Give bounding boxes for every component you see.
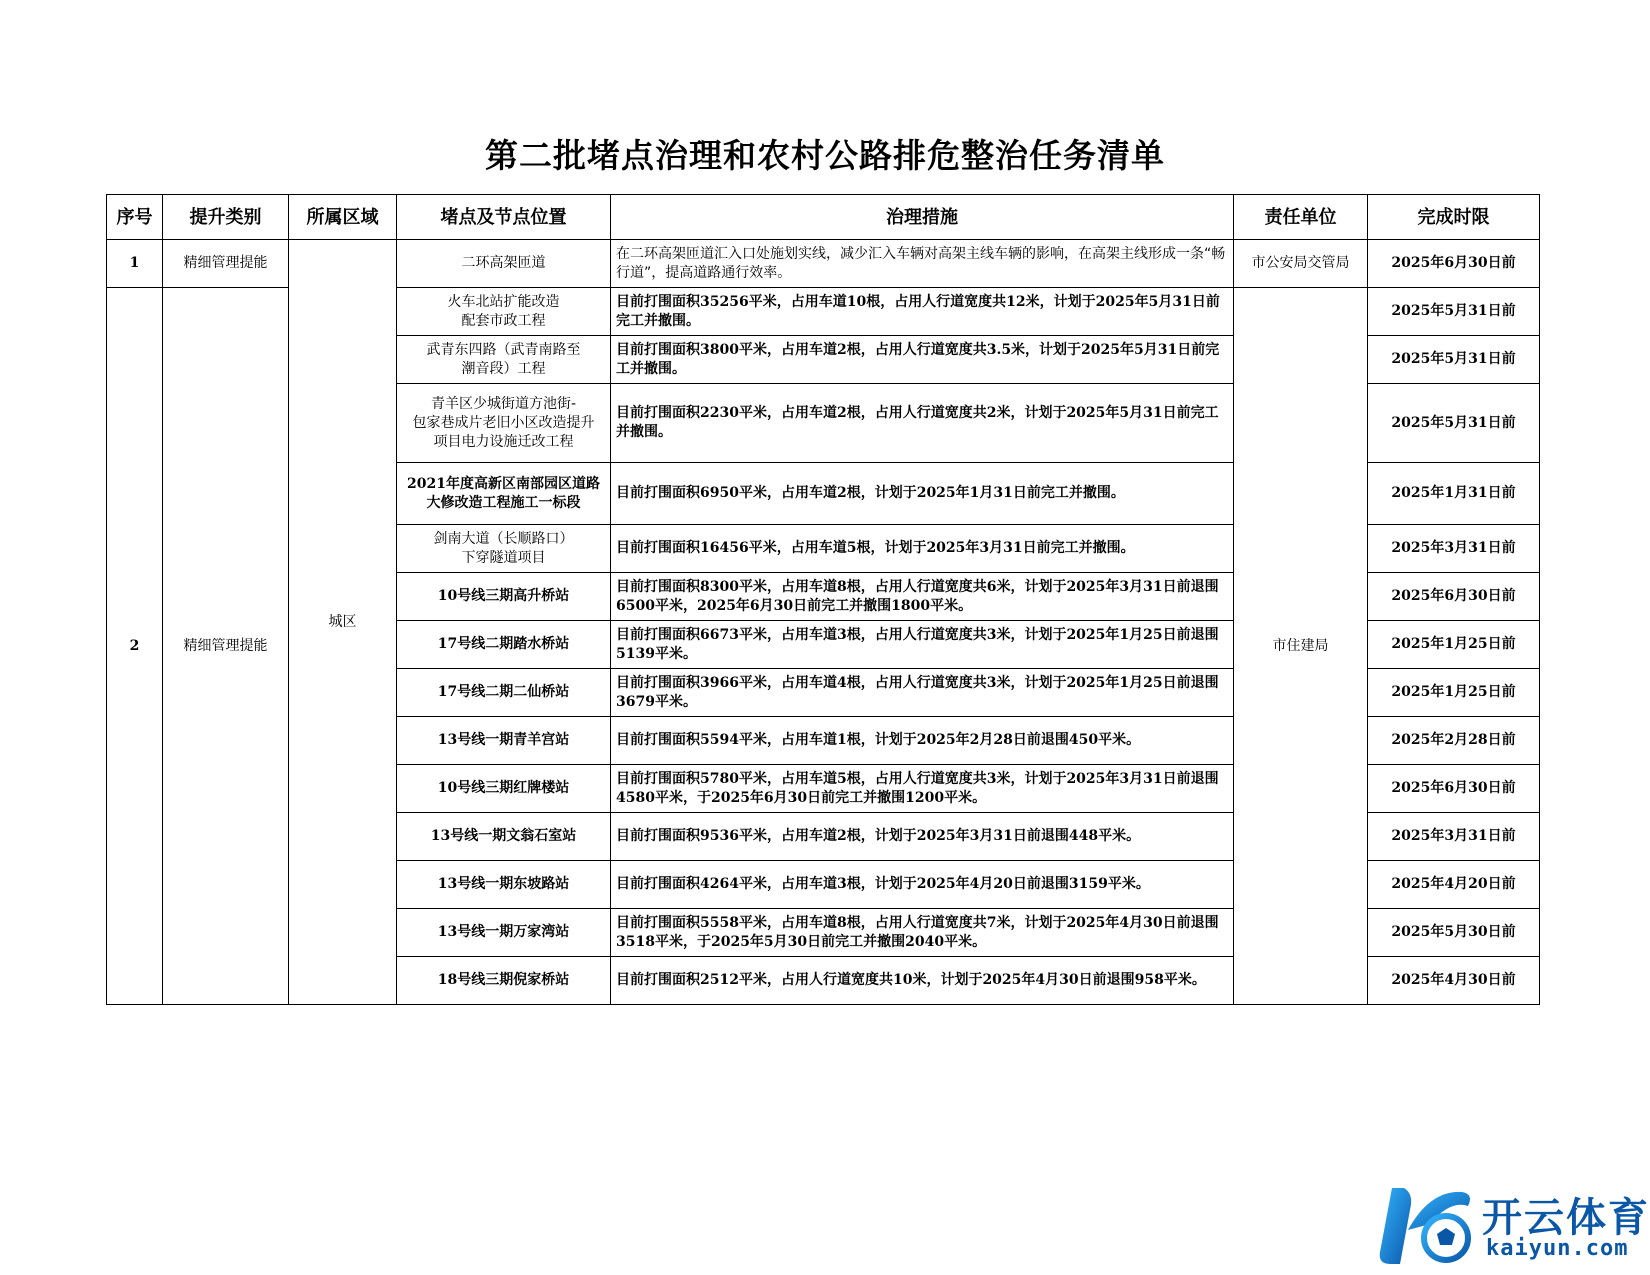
header-location: 堵点及节点位置 — [397, 195, 611, 240]
deadline-cell: 2025年6月30日前 — [1368, 765, 1540, 813]
measure-cell: 目前打围面积5780平米，占用车道5根，占用人行道宽度共3米，计划于2025年3月31日前退围4580平米，于2025年6月30日前完工并撤围1200平米。 — [611, 765, 1234, 813]
unit-cell: 市公安局交管局 — [1234, 240, 1368, 288]
deadline-cell: 2025年2月28日前 — [1368, 717, 1540, 765]
location-cell: 剑南大道（长顺路口） 下穿隧道项目 — [397, 525, 611, 573]
deadline-cell: 2025年5月30日前 — [1368, 909, 1540, 957]
deadline-cell: 2025年1月25日前 — [1368, 669, 1540, 717]
seq-cell: 1 — [107, 240, 163, 288]
measure-cell: 目前打围面积16456平米，占用车道5根，计划于2025年3月31日前完工并撤围。 — [611, 525, 1234, 573]
measure-cell: 目前打围面积4264平米，占用车道3根，计划于2025年4月20日前退围3159平米。 — [611, 861, 1234, 909]
area-cell: 城区 — [289, 240, 397, 1005]
deadline-cell: 2025年6月30日前 — [1368, 240, 1540, 288]
location-cell: 10号线三期高升桥站 — [397, 573, 611, 621]
header-deadline: 完成时限 — [1368, 195, 1540, 240]
location-cell: 火车北站扩能改造 配套市政工程 — [397, 288, 611, 336]
measure-cell: 目前打围面积6950平米，占用车道2根，计划于2025年1月31日前完工并撤围。 — [611, 463, 1234, 525]
measure-cell: 目前打围面积9536平米，占用车道2根，计划于2025年3月31日前退围448平米。 — [611, 813, 1234, 861]
category-cell: 精细管理提能 — [163, 288, 289, 1005]
location-cell: 13号线一期青羊宫站 — [397, 717, 611, 765]
deadline-cell: 2025年6月30日前 — [1368, 573, 1540, 621]
category-cell: 精细管理提能 — [163, 240, 289, 288]
measure-cell: 目前打围面积2512平米，占用人行道宽度共10米，计划于2025年4月30日前退围958平米。 — [611, 957, 1234, 1005]
location-cell: 青羊区少城街道方池街- 包家巷成片老旧小区改造提升 项目电力设施迁改工程 — [397, 384, 611, 463]
measure-cell: 目前打围面积2230平米，占用车道2根，占用人行道宽度共2米，计划于2025年5月31日前完工并撤围。 — [611, 384, 1234, 463]
measure-cell: 目前打围面积5594平米，占用车道1根，计划于2025年2月28日前退围450平米。 — [611, 717, 1234, 765]
header-category: 提升类别 — [163, 195, 289, 240]
deadline-cell: 2025年5月31日前 — [1368, 336, 1540, 384]
table-header-row — [107, 195, 1540, 240]
document-title: 第二批堵点治理和农村公路排危整治任务清单 — [485, 136, 1165, 175]
deadline-cell: 2025年1月25日前 — [1368, 621, 1540, 669]
location-cell: 二环高架匝道 — [397, 240, 611, 288]
header-unit: 责任单位 — [1234, 195, 1368, 240]
deadline-cell: 2025年4月20日前 — [1368, 861, 1540, 909]
deadline-cell: 2025年4月30日前 — [1368, 957, 1540, 1005]
brand-en-text: kaiyun.com — [1486, 1236, 1629, 1261]
brand-cn-text: 开云体育 — [1482, 1195, 1650, 1241]
header-seq: 序号 — [107, 195, 163, 240]
location-cell: 10号线三期红牌楼站 — [397, 765, 611, 813]
location-cell: 17号线二期二仙桥站 — [397, 669, 611, 717]
location-cell: 18号线三期倪家桥站 — [397, 957, 611, 1005]
deadline-cell: 2025年5月31日前 — [1368, 288, 1540, 336]
location-cell: 2021年度高新区南部园区道路 大修改造工程施工一标段 — [397, 463, 611, 525]
seq-cell: 2 — [107, 288, 163, 1005]
measure-cell: 目前打围面积3966平米，占用车道4根，占用人行道宽度共3米，计划于2025年1月25日前退围3679平米。 — [611, 669, 1234, 717]
measure-cell: 目前打围面积8300平米，占用车道8根，占用人行道宽度共6米，计划于2025年3月31日前退围6500平米，2025年6月30日前完工并撤围1800平米。 — [611, 573, 1234, 621]
deadline-cell: 2025年3月31日前 — [1368, 813, 1540, 861]
measure-cell: 目前打围面积35256平米，占用车道10根，占用人行道宽度共12米，计划于2025年5月31日前完工并撤围。 — [611, 288, 1234, 336]
location-cell: 13号线一期文翁石室站 — [397, 813, 611, 861]
task-table — [106, 194, 1540, 1005]
measure-cell: 目前打围面积3800平米，占用车道2根，占用人行道宽度共3.5米，计划于2025年5月31日前完工并撤围。 — [611, 336, 1234, 384]
deadline-cell: 2025年1月31日前 — [1368, 463, 1540, 525]
table-row — [107, 240, 1540, 288]
header-area: 所属区域 — [289, 195, 397, 240]
measure-cell: 目前打围面积5558平米，占用车道8根，占用人行道宽度共7米，计划于2025年4月30日前退围3518平米，于2025年5月30日前完工并撤围2040平米。 — [611, 909, 1234, 957]
deadline-cell: 2025年3月31日前 — [1368, 525, 1540, 573]
location-cell: 13号线一期东坡路站 — [397, 861, 611, 909]
header-measure: 治理措施 — [611, 195, 1234, 240]
location-cell: 13号线一期万家湾站 — [397, 909, 611, 957]
location-cell: 17号线二期踏水桥站 — [397, 621, 611, 669]
measure-cell: 在二环高架匝道汇入口处施划实线，减少汇入车辆对高架主线车辆的影响，在高架主线形成一条“畅行道”，提高道路通行效率。 — [611, 240, 1234, 288]
deadline-cell: 2025年5月31日前 — [1368, 384, 1540, 463]
location-cell: 武青东四路（武青南路至 潮音段）工程 — [397, 336, 611, 384]
measure-cell: 目前打围面积6673平米，占用车道3根，占用人行道宽度共3米，计划于2025年1月25日前退围5139平米。 — [611, 621, 1234, 669]
unit-cell: 市住建局 — [1234, 288, 1368, 1005]
